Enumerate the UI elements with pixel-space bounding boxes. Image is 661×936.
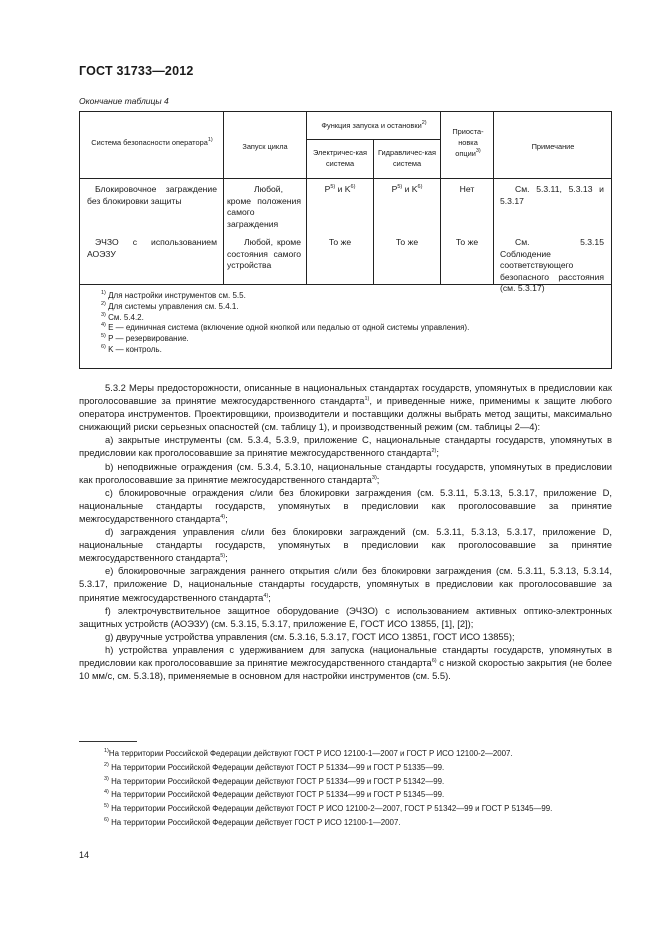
row1-cycle: Любой, кроме положения самого заграждения [227, 184, 301, 229]
list-item-text: ; [225, 552, 228, 564]
footnote-ref: 6) [350, 184, 356, 190]
list-item-text: ; [225, 512, 228, 524]
table-note-text: P — резервирование. [105, 334, 189, 344]
footnote-ref: 6) [101, 343, 106, 350]
table-note-text: E — единичная система (включение одной кнопкой или педалью от одной системы управления). [105, 323, 470, 333]
list-item-text: с низкой скоростью закрытия (не более 10 мм/с, см. 5.3.18), применяемые в основном для настройки инструментов (см. 5.5). [79, 656, 612, 682]
main-text [79, 381, 612, 682]
row1-electric [308, 184, 372, 196]
list-item-text: d) заграждения управления с/или без блокировки заграждений (см. 5.3.11, 5.3.13, 5.3.17, приложение D, национальные стандарты государств, упомянутых в предисловии как проголосовавшие за принятие межгосударственного стандарта [79, 526, 612, 564]
table-col-divider [373, 139, 374, 285]
footnote-ref: 5) [101, 333, 106, 340]
footnote [79, 802, 612, 816]
footnote-text: На территории Российской Федерации действуют ГОСТ Р 51334—99 и ГОСТ Р 51342—99. [108, 776, 445, 786]
footnote-ref: 1) [207, 137, 213, 143]
footnote-ref: 4) [263, 592, 269, 599]
row2-electric: То же [328, 237, 352, 247]
table-border-top [79, 111, 612, 112]
row1-hydraulic-p: P [391, 184, 398, 194]
list-item-text: e) блокировочные заграждения раннего открытия с/или без блокировки заграждения (см. 5.3.11, 5.3.13, 5.3.14, 5.3.17, приложение D, национальные стандарты государств, упомянутых в предисловии как проголосовавшие за принятие межгосударственного стандарта [79, 565, 612, 603]
table-col-divider [493, 111, 494, 285]
row2-hydraulic: То же [395, 237, 419, 247]
table-note [101, 302, 469, 313]
footnote-text: На территории Российской Федерации действуют ГОСТ Р 51334—99 и ГОСТ Р 51335—99. [108, 762, 445, 772]
footnote-ref: 6) [104, 816, 109, 823]
footnote-ref: 5) [397, 184, 403, 190]
footnote [79, 761, 612, 775]
page-number: 14 [79, 850, 90, 860]
footnote-ref: 5) [220, 553, 226, 560]
row1-electric-p: P [324, 184, 331, 194]
footnote-separator [79, 741, 137, 742]
header-cycle-start: Запуск цикла [242, 142, 288, 151]
footnote-ref: 3) [104, 775, 109, 782]
list-item-text: c) блокировочные ограждения с/или без блокировки заграждения (см. 5.3.11, 5.3.13, 5.3.17, приложение D, национальные стандарты государств, упомянутых в предисловии как проголосовавшие за принятие межгосударственного стандарта [79, 486, 612, 524]
header-stop-option-text: Приоста-новка опции [452, 127, 484, 158]
table-note [101, 323, 469, 334]
table-note [101, 345, 469, 356]
footnote-ref: 5) [330, 184, 336, 190]
footnote-text: На территории Российской Федерации действует ГОСТ Р ИСО 12100-1—2007. [108, 817, 401, 827]
list-item-b [79, 460, 612, 486]
list-item-a [79, 433, 612, 459]
paragraph-text: 5.3.2 Меры предосторожности, описанные в национальных стандартах государств, упомянутых в предисловии как проголосовавшие за принятие межгосударственного стандарта [79, 382, 612, 407]
list-item-c [79, 486, 612, 525]
header-safety-system [91, 137, 213, 148]
table-notes [101, 291, 469, 356]
footnote [79, 775, 612, 789]
footnote-ref: 2) [431, 448, 437, 455]
row1-note: См. 5.3.11, 5.3.13 и 5.3.17 [500, 184, 604, 206]
header-hydraulic: Гидравличес-кая система [377, 148, 437, 168]
row2-stop: То же [455, 237, 479, 247]
table-note [101, 291, 469, 302]
table-note-text: Для системы управления см. 5.4.1. [105, 301, 239, 311]
footnote-ref: 4) [220, 513, 226, 520]
list-item-text: h) устройства управления с удерживанием для запуска (национальные стандарты государств, упомянутых в предисловии как проголосовавшие за принятие межгосударственного стандарта [79, 643, 612, 668]
footnote-ref: 4) [104, 789, 109, 796]
table-border-right [611, 111, 612, 369]
row1-hydraulic-k: и K [402, 184, 418, 194]
header-safety-system-text: Система безопасности оператора [91, 138, 208, 147]
footnote-ref: 3) [475, 148, 481, 154]
list-item-g: g) двуручные устройства управления (см. 5.3.16, 5.3.17, ГОСТ ИСО 13851, ГОСТ ИСО 13855); [105, 630, 515, 642]
footnote-ref: 2) [104, 761, 109, 768]
row1-hydraulic [375, 184, 439, 196]
list-item-f: f) электрочувствительное защитное оборудование (ЭЧЗО) с использованием активных оптико-электронных защитных устройств (АОЭЗУ) (см. 5.3.15, 5.3.17, приложение E, ГОСТ ИСО 13855, [1], [2]); [79, 604, 612, 629]
footnote-ref: 1) [364, 396, 370, 403]
list-item-text: a) закрытые инструменты (см. 5.3.4, 5.3.9, приложение C, национальные стандарты государств, упомянутых в предисловии как проголосовавшие за принятие межгосударственного стандарта [79, 434, 612, 459]
paragraph-5-3-2 [79, 381, 612, 433]
table-border-left [79, 111, 80, 369]
footnote [79, 816, 612, 830]
footnote-ref: 2) [101, 300, 106, 307]
footnote [79, 788, 612, 802]
table-header-bottom [79, 178, 612, 179]
list-item-text: ; [376, 473, 380, 485]
table-col-divider [440, 111, 441, 285]
footnote-ref: 5) [104, 803, 109, 810]
header-start-stop-text: Функция запуска и остановки [321, 121, 422, 130]
footnote-ref: 6) [417, 184, 423, 190]
table-note-text: K — контроль. [105, 344, 162, 354]
list-item-d [79, 525, 612, 564]
list-item-text: b) неподвижные ограждения (см. 5.3.4, 5.3.10, национальные стандарты государств, упомянутых в предисловии как проголосовавшие за принятие межгосударственного стандарта [79, 460, 612, 485]
list-item-text: ; [268, 591, 271, 603]
list-item-h [79, 643, 612, 682]
footnote-text: На территории Российской Федерации действуют ГОСТ Р ИСО 12100-2—2007, ГОСТ Р 51342—99 и ГОСТ Р 51345—99. [108, 804, 553, 814]
header-start-stop-function [308, 120, 440, 131]
header-electric: Электричес-кая система [312, 148, 368, 168]
footnote-ref: 1) [104, 748, 109, 754]
table-caption: Окончание таблицы 4 [79, 96, 169, 106]
footnote-text: На территории Российской Федерации действуют ГОСТ Р ИСО 12100-1—2007 и ГОСТ Р ИСО 12100-2—2007. [108, 749, 513, 758]
footnotes [79, 747, 612, 830]
row1-safety-system: Блокировочное заграждение без блокировки защиты [87, 184, 217, 206]
footnote [79, 747, 612, 761]
table-col-divider [223, 111, 224, 285]
header-stop-option [445, 126, 491, 159]
table-note [101, 334, 469, 345]
paragraph-text: , и приведенные ниже, применимы к защите любого оператора инструментов. Проектировщики, производители и поставщики должны выбрать метод защиты, максимально снижающий риски серьезных опасностей (см. таблицу 1), и производственный режим (см. таблицы 2—4): [79, 395, 612, 433]
table-note [101, 313, 469, 324]
table-border-bottom [79, 368, 612, 369]
table-note-text: Для настройки инструментов см. 5.5. [105, 291, 246, 300]
footnote-ref: 3) [371, 474, 377, 481]
row2-note: См. 5.3.15 Соблюдение соответствующего безопасного расстояния (см. 5.3.17) [500, 237, 604, 294]
row1-stop: Нет [459, 184, 475, 194]
footnote-ref: 1) [101, 290, 106, 296]
table-col-divider [306, 111, 307, 285]
footnote-ref: 6) [431, 657, 437, 664]
document-title: ГОСТ 31733—2012 [79, 64, 194, 78]
footnote-ref: 2) [421, 120, 427, 126]
list-item-text: ; [436, 447, 439, 459]
table-note-text: См. 5.4.2. [105, 312, 144, 322]
footnote-ref: 3) [101, 311, 106, 318]
row1-electric-k: и K [335, 184, 351, 194]
row2-safety-system: ЭЧЗО с использованием АОЭЗУ [87, 237, 217, 259]
list-item-e [79, 564, 612, 603]
row2-cycle: Любой, кроме состояния самого устройства [227, 237, 301, 271]
footnote-ref: 4) [101, 322, 106, 329]
header-note: Примечание [531, 142, 575, 151]
footnote-text: На территории Российской Федерации действуют ГОСТ Р 51334—99 и ГОСТ Р 51345—99. [108, 790, 445, 800]
